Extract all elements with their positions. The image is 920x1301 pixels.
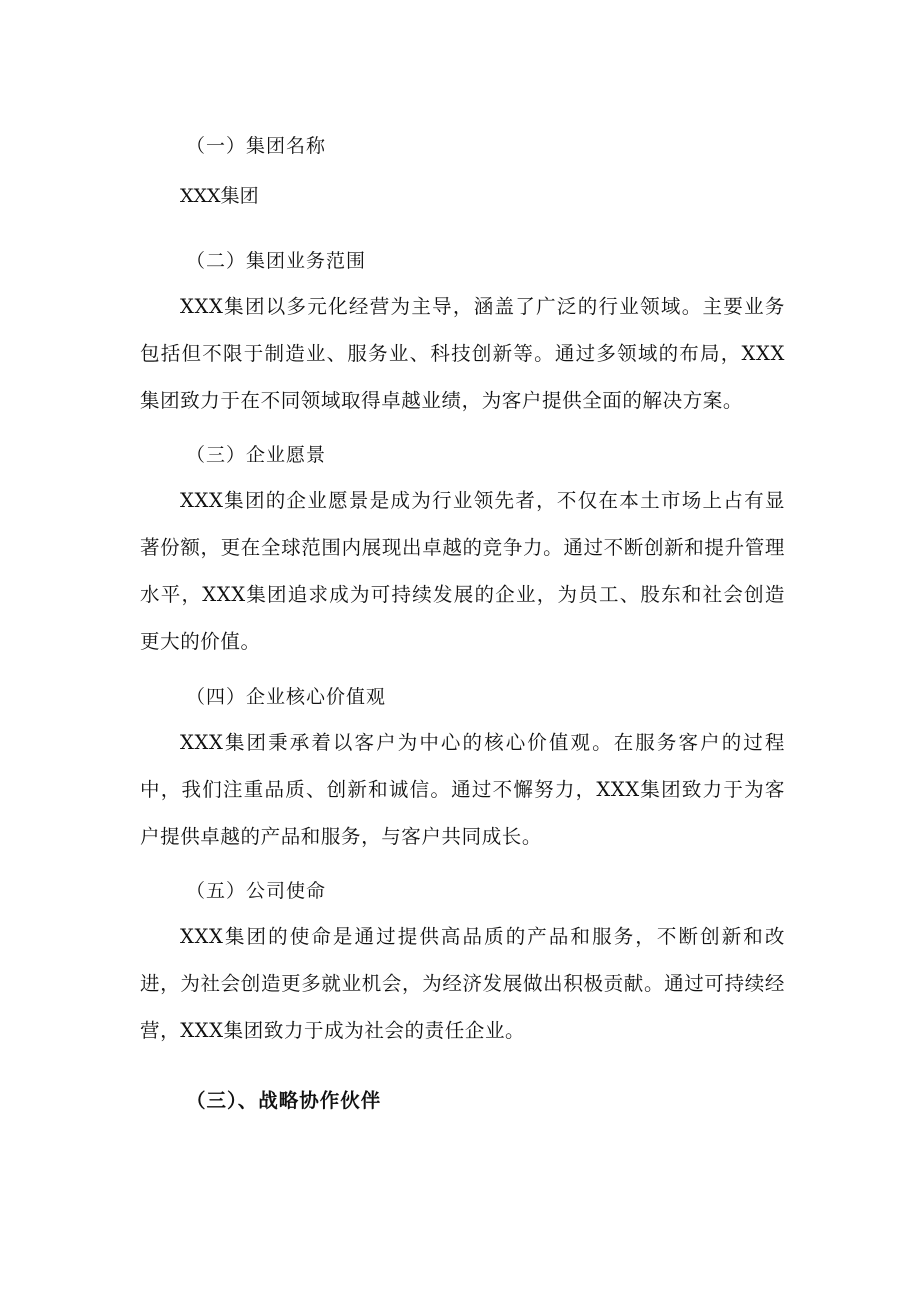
section-heading-core-values: （四）企业核心价值观 bbox=[186, 686, 387, 708]
business-scope-paragraph: XXX集团以多元化经营为主导，涵盖了广泛的行业领域。主要业务包括但不限于制造业、服务业、科技创新等。通过多领域的布局，XXX集团致力于在不同领域取得卓越业绩，为客户提供全面的解决方案。 bbox=[140, 295, 785, 412]
mission-paragraph: XXX集团的使命是通过提供高品质的产品和服务，不断创新和改进，为社会创造更多就业机会，为经济发展做出积极贡献。通过可持续经营，XXX集团致力于成为社会的责任企业。 bbox=[140, 925, 785, 1042]
vision-paragraph: XXX集团的企业愿景是成为行业领先者，不仅在本土市场上占有显著份额，更在全球范围内展现出卓越的竞争力。通过不断创新和提升管理水平，XXX集团追求成为可持续发展的企业，为员工、股东和社会创造更大的价值。 bbox=[140, 489, 785, 653]
section-heading-strategic-partners: （三）、战略协作伙伴 bbox=[186, 1089, 382, 1112]
section-heading-vision: （三）企业愿景 bbox=[186, 444, 327, 466]
core-values-paragraph: XXX集团秉承着以客户为中心的核心价值观。在服务客户的过程中，我们注重品质、创新和诚信。通过不懈努力，XXX集团致力于为客户提供卓越的产品和服务，与客户共同成长。 bbox=[140, 731, 785, 848]
section-heading-group-name: （一）集团名称 bbox=[186, 135, 327, 157]
section-heading-business-scope: （二）集团业务范围 bbox=[186, 250, 367, 272]
section-heading-mission: （五）公司使命 bbox=[186, 880, 327, 902]
group-name-value: XXX集团 bbox=[180, 185, 259, 207]
